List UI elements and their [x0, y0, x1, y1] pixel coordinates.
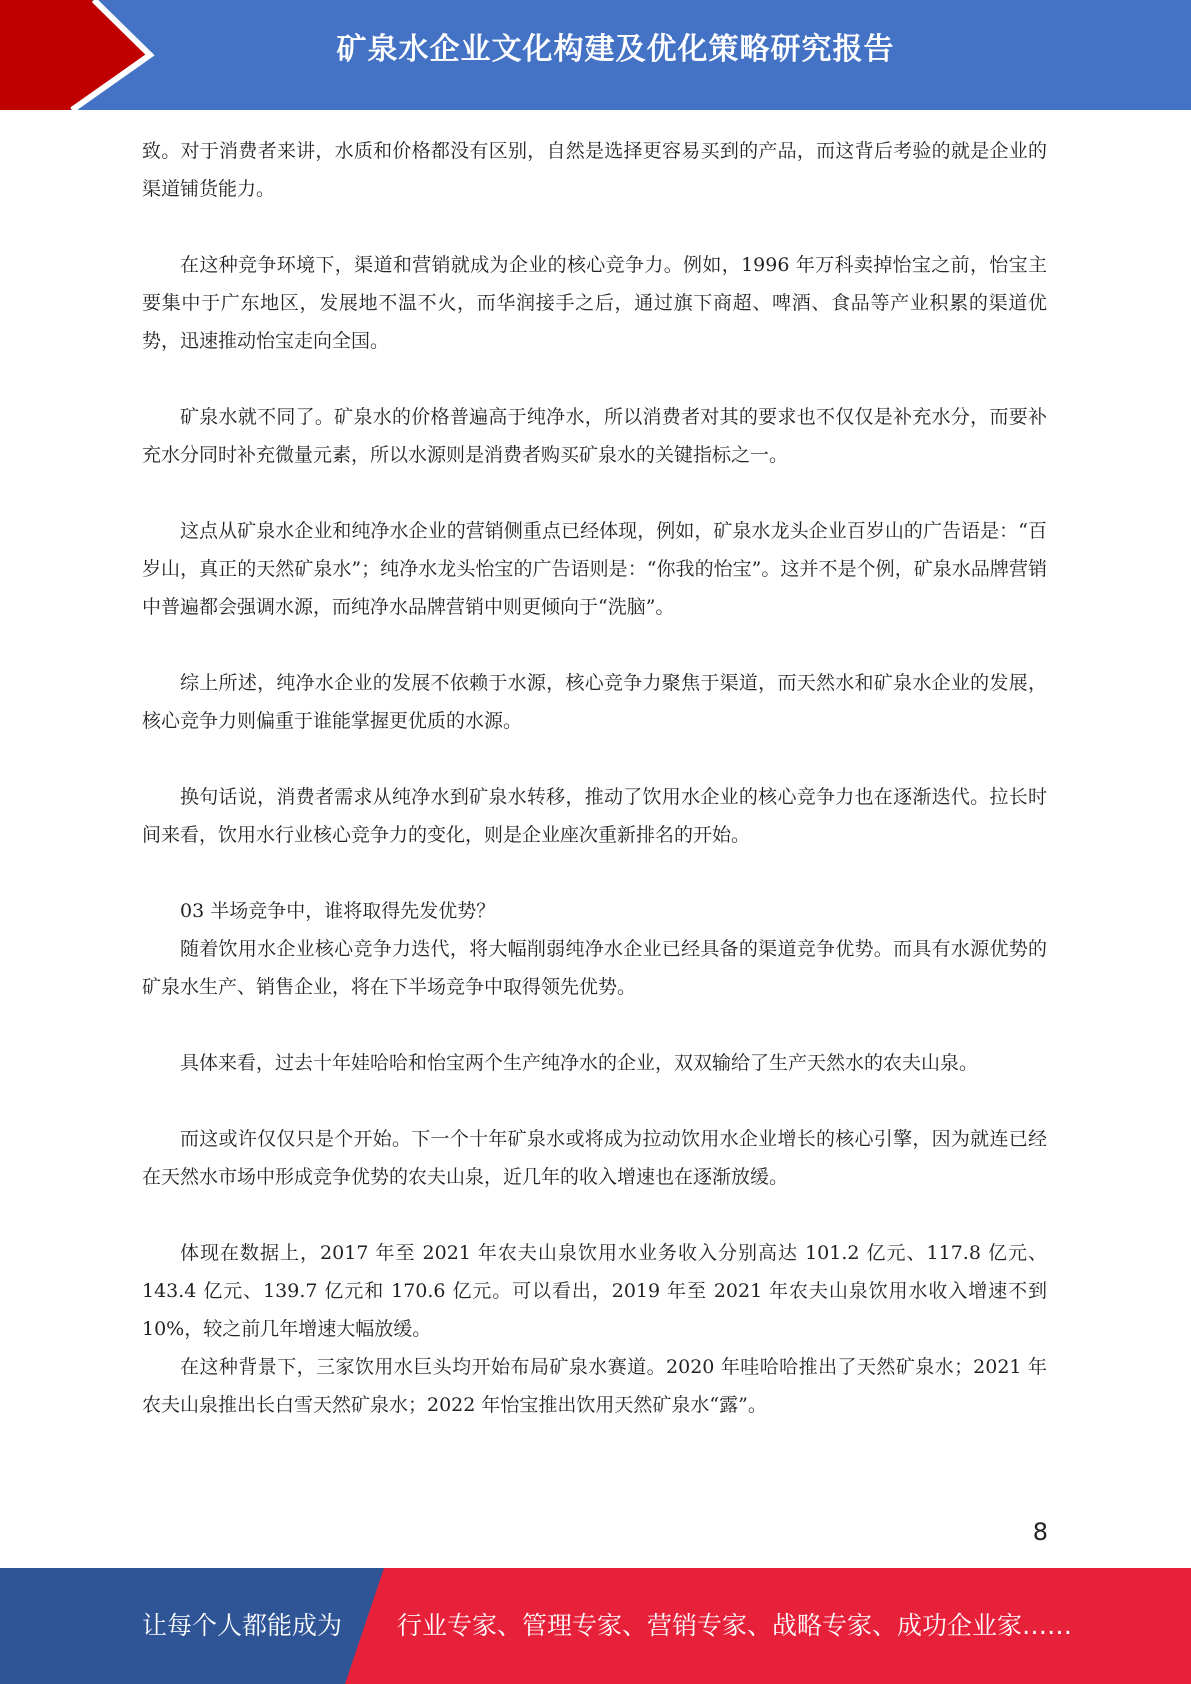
body-text: [142, 132, 1047, 1424]
footer-slogan-right: 行业专家、管理专家、营销专家、战略专家、成功企业家……: [397, 1611, 1073, 1640]
page-header: [0, 0, 1191, 110]
paragraph: 矿泉水就不同了。矿泉水的价格普遍高于纯净水，所以消费者对其的要求也不仅仅是补充水分，而要补充水分同时补充微量元素，所以水源则是消费者购买矿泉水的关键指标之一。: [142, 406, 1047, 466]
paragraph: 体现在数据上，2017 年至 2021 年农夫山泉饮用水业务收入分别高达 101.2 亿元、117.8 亿元、143.4 亿元、139.7 亿元和 170.6 亿元。可以看出，2019 年至 2021 年农夫山泉饮用水收入增速不到 10%，较之前几年增速大幅放缓。: [142, 1242, 1047, 1340]
paragraph: 换句话说，消费者需求从纯净水到矿泉水转移，推动了饮用水企业的核心竞争力也在逐渐迭代。拉长时间来看，饮用水行业核心竞争力的变化，则是企业座次重新排名的开始。: [142, 786, 1047, 846]
paragraph: 具体来看，过去十年娃哈哈和怡宝两个生产纯净水的企业，双双输给了生产天然水的农夫山泉。: [180, 1052, 979, 1074]
paragraph: 在这种背景下，三家饮用水巨头均开始布局矿泉水赛道。2020 年哇哈哈推出了天然矿泉水；2021 年农夫山泉推出长白雪天然矿泉水；2022 年怡宝推出饮用天然矿泉水“露”。: [142, 1356, 1047, 1416]
paragraph: 在这种竞争环境下，渠道和营销就成为企业的核心竞争力。例如，1996 年万科卖掉怡宝之前，怡宝主要集中于广东地区，发展地不温不火，而华润接手之后，通过旗下商超、啤酒、食品等产业积累的渠道优势，迅速推动怡宝走向全国。: [142, 254, 1047, 352]
footer-slogan-left: 让每个人都能成为: [142, 1611, 343, 1640]
paragraph: 这点从矿泉水企业和纯净水企业的营销侧重点已经体现，例如，矿泉水龙头企业百岁山的广告语是：“百岁山，真正的天然矿泉水”；纯净水龙头怡宝的广告语则是：“你我的怡宝”。这并不是个例，矿泉水品牌营销中普遍都会强调水源，而纯净水品牌营销中则更倾向于“洗脑”。: [142, 520, 1047, 618]
paragraph: 综上所述，纯净水企业的发展不依赖于水源，核心竞争力聚焦于渠道，而天然水和矿泉水企业的发展，核心竞争力则偏重于谁能掌握更优质的水源。: [142, 672, 1047, 732]
section-heading: 03 半场竞争中，谁将取得先发优势？: [180, 900, 496, 922]
paragraph: 而这或许仅仅只是个开始。下一个十年矿泉水或将成为拉动饮用水企业增长的核心引擎，因为就连已经在天然水市场中形成竞争优势的农夫山泉，近几年的收入增速也在逐渐放缓。: [142, 1128, 1047, 1188]
page-number: 8: [1032, 1518, 1048, 1546]
document-title: 矿泉水企业文化构建及优化策略研究报告: [336, 32, 895, 67]
paragraph: 随着饮用水企业核心竞争力迭代，将大幅削弱纯净水企业已经具备的渠道竞争优势。而具有水源优势的矿泉水生产、销售企业，将在下半场竞争中取得领先优势。: [142, 938, 1047, 998]
paragraph: 致。对于消费者来讲，水质和价格都没有区别，自然是选择更容易买到的产品，而这背后考验的就是企业的渠道铺货能力。: [142, 140, 1047, 200]
page-footer: [0, 1568, 1191, 1684]
